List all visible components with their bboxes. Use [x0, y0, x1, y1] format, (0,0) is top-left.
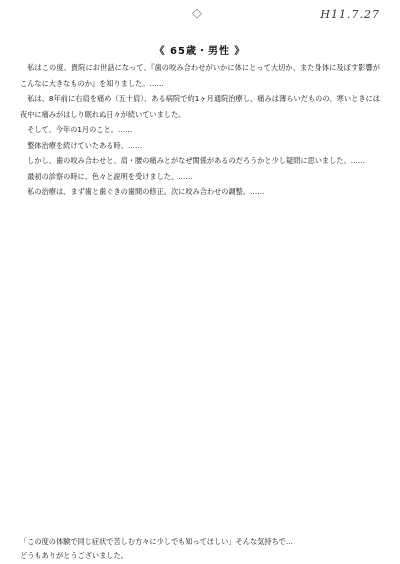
paragraph: 私は、8年前に右肩を痛め（五十肩）、ある病院で約1ヶ月通院治療し、痛みは薄らいだものの、寒いときには夜中に痛みがはしり眠れぬ日々が続いていました。: [20, 94, 380, 119]
paragraph: 最初の診察の時に、色々と説明を受けました。……: [27, 171, 193, 181]
paragraph: 私の治療は、まず歯と歯ぐきの歯間の修正。次に咬み合わせの調整。……: [27, 187, 265, 196]
document-title: 《 65歳・男性 》: [154, 46, 246, 57]
paragraph: 私はこの度、貴院にお世話になって、『歯の咬み合わせがいかに体にとって大切か、また身体に及ぼす影響がこんなに大きなものか』を知りました。……: [20, 63, 380, 88]
document-body: [20, 60, 380, 200]
paragraph: 整体治療を続けていたある時、……: [27, 140, 143, 150]
closing-block: [20, 535, 380, 563]
closing-thanks: どうもありがとうございました。: [20, 551, 128, 560]
paragraph: そして、今年の1月のこと。……: [27, 125, 133, 134]
paragraph: しかし、歯の咬み合わせと、肩・腰の痛みとがなぜ関係があるのだろうかと少し疑問に思いました。……: [27, 156, 366, 165]
closing-line: 「この度の体験で同じ症状で苦しむ方々に少しでも知ってほしい」そんな気持ちで…: [20, 537, 294, 546]
stamp-logo: ◇: [192, 6, 202, 21]
handwritten-date: H11.7.27: [320, 8, 380, 21]
